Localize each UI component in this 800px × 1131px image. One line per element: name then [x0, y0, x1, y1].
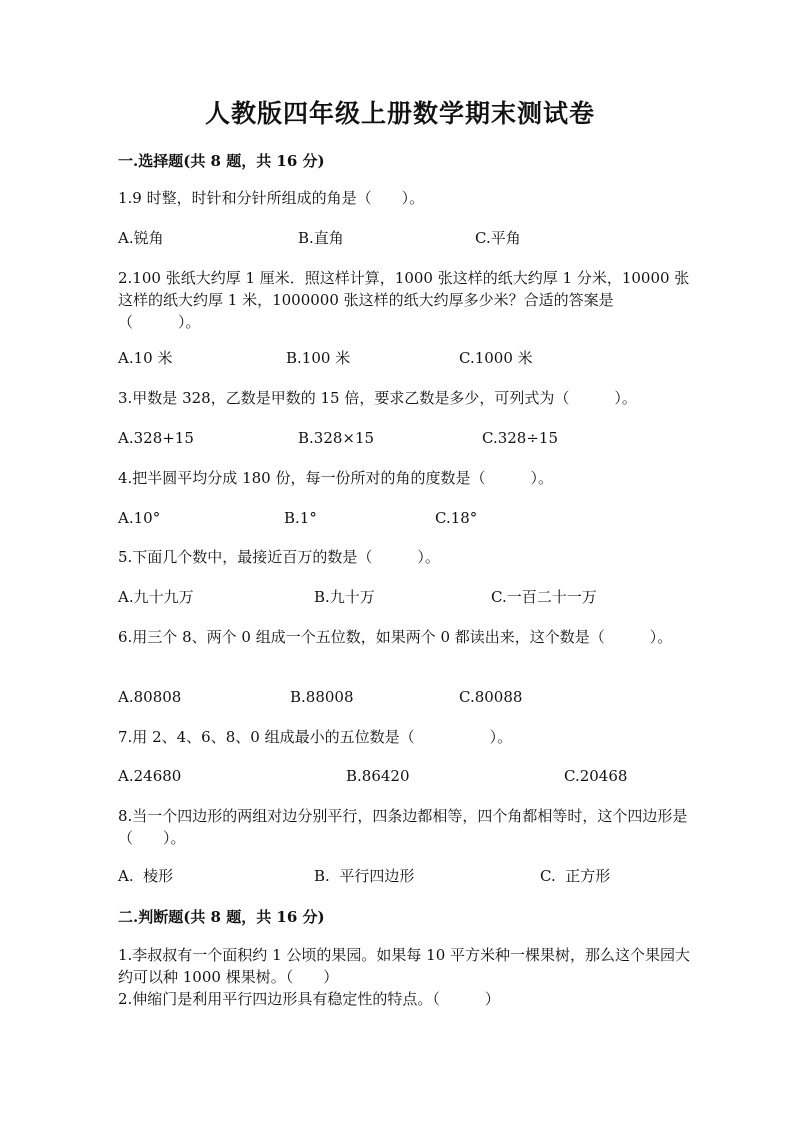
section-heading-judge: 二.判断题(共 8 题，共 16 分)	[118, 908, 325, 926]
option-a: A.328+15	[118, 429, 194, 447]
option-a: A.24680	[118, 767, 182, 785]
question-text: 1.李叔叔有一个面积约 1 公顷的果园。如果每 10 平方米种一棵果树，那么这个果园大约可以种 1000 棵果树。（ ）	[118, 946, 691, 986]
question-text: 8.当一个四边形的两组对边分别平行，四条边都相等，四个角都相等时，这个四边形是（ ）。	[118, 807, 688, 847]
option-b: B.九十万	[314, 588, 375, 606]
page-title: 人教版四年级上册数学期末测试卷	[204, 99, 595, 128]
section-heading-choice: 一.选择题(共 8 题，共 16 分)	[118, 152, 325, 170]
option-b: B. 平行四边形	[314, 867, 415, 885]
option-b: B.直角	[298, 229, 344, 247]
option-c: C.1000 米	[459, 349, 533, 367]
question-text: 2.伸缩门是利用平行四边形具有稳定性的特点。（ ）	[118, 990, 500, 1008]
option-c: C.一百二十一万	[491, 588, 597, 606]
option-a: A.10 米	[118, 349, 173, 367]
option-c: C.80088	[459, 688, 523, 706]
option-b: B.100 米	[286, 349, 351, 367]
option-c: C. 正方形	[540, 867, 611, 885]
option-a: A.10°	[118, 509, 161, 527]
option-c: C.平角	[475, 229, 521, 247]
option-c: C.20468	[564, 767, 628, 785]
question-text: 7.用 2、4、6、8、0 组成最小的五位数是（ ）。	[118, 728, 513, 746]
option-b: B.328×15	[298, 429, 375, 447]
question-text: 3.甲数是 328，乙数是甲数的 15 倍，要求乙数是多少，可列式为（ ）。	[118, 389, 637, 407]
option-b: B.88008	[290, 688, 354, 706]
option-a: A.九十九万	[118, 588, 194, 606]
option-b: B.86420	[346, 767, 410, 785]
question-text: 4.把半圆平均分成 180 份，每一份所对的角的度数是（ ）。	[118, 469, 553, 487]
option-a: A.锐角	[118, 229, 164, 247]
option-c: C.18°	[435, 509, 478, 527]
question-text: 1.9 时整，时针和分针所组成的角是（ ）。	[118, 189, 425, 207]
option-b: B.1°	[284, 509, 317, 527]
option-a: A. 棱形	[118, 867, 174, 885]
question-text: 2.100 张纸大约厚 1 厘米．照这样计算，1000 张这样的纸大约厚 1 分米，10000 张这样的纸大约厚 1 米，1000000 张这样的纸大约厚多少米？合适的答案是（ ）。	[118, 269, 690, 331]
question-text: 5.下面几个数中，最接近百万的数是（ ）。	[118, 548, 440, 566]
option-a: A.80808	[118, 688, 182, 706]
question-text: 6.用三个 8、两个 0 组成一个五位数，如果两个 0 都读出来，这个数是（ ）。	[118, 628, 673, 646]
option-c: C.328÷15	[482, 429, 558, 447]
